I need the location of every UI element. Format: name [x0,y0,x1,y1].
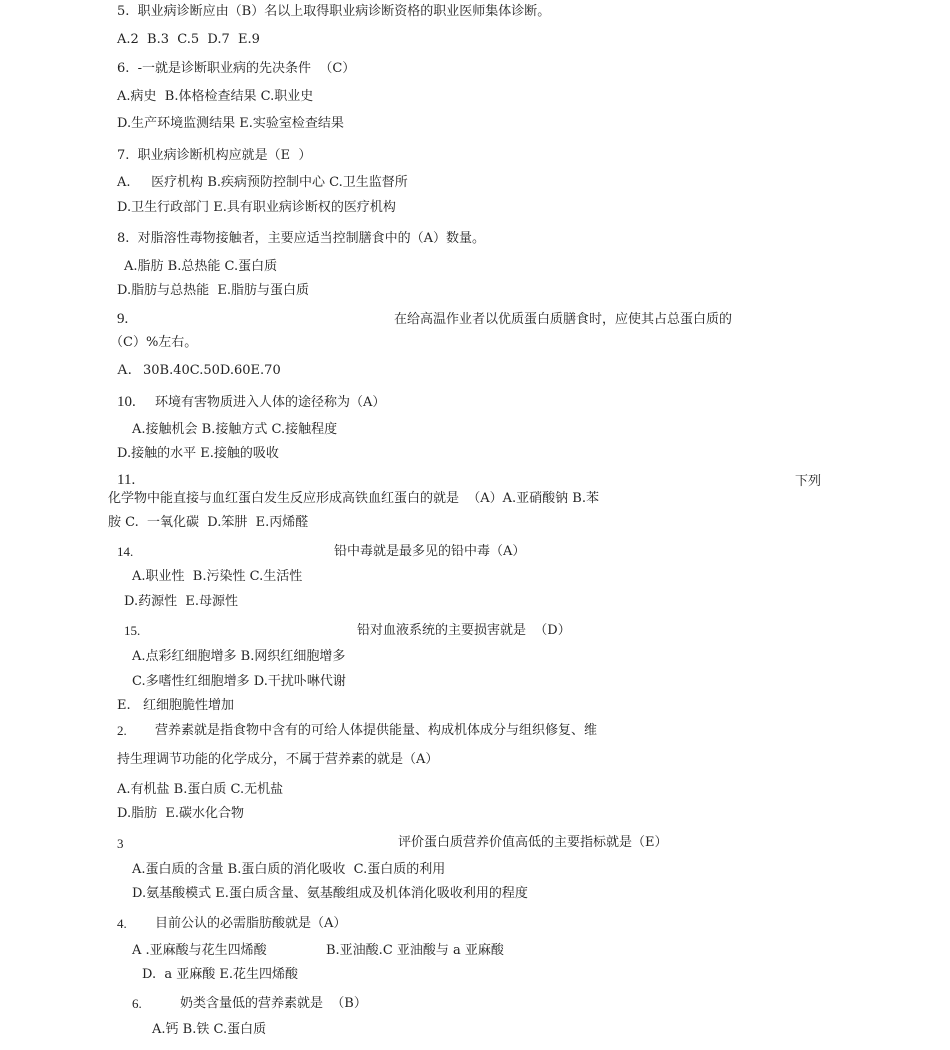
question-4-number: 4. [117,916,127,931]
question-15-options-2: C.多嗜性红细胞增多 D.干扰卟啉代谢 [132,674,346,689]
question-6b-options: A.钙 B.铁 C.蛋白质 [152,1022,267,1037]
question-10-options-1: A.接触机会 B.接触方式 C.接触程度 [132,422,338,437]
question-7-options-1: A. 医疗机构 B.疾病预防控制中心 C.卫生监督所 [117,175,408,190]
question-9-number: 9. [117,311,129,327]
question-9-options: 30B.40C.50D.60E.70 [143,363,281,378]
question-11-number: 11. [117,472,136,488]
question-15-options-1: A.点彩红细胞增多 B.网织红细胞增多 [132,649,346,664]
question-11-text-start: 下列 [795,474,822,489]
question-2-text-cont: 持生理调节功能的化学成分，不属于营养素的就是（A） [117,752,439,767]
question-7-options-2: D.卫生行政部门 E.具有职业病诊断权的医疗机构 [117,200,396,215]
question-5: 5. 职业病诊断应由（B）名以上取得职业病诊断资格的职业医师集体诊断。 [117,4,551,19]
question-14-number: 14. [117,544,134,559]
question-2-options-1: A.有机盐 B.蛋白质 C.无机盐 [117,782,284,797]
question-8-options-2: D.脂肪与总热能 E.脂肪与蛋白质 [117,283,309,298]
question-3-options-2: D.氨基酸模式 E.蛋白质含量、氨基酸组成及机体消化吸收利用的程度 [132,886,528,901]
question-11-text: 化学物中能直接与血红蛋白发生反应形成高铁血红蛋白的就是 （A）A.亚硝酸钠 B.苯 [108,491,599,506]
question-9-text: 在给高温作业者以优质蛋白质膳食时，应使其占总蛋白质的 [394,312,733,327]
question-6-options-2: D.生产环境监测结果 E.实验室检查结果 [117,116,344,131]
question-6-options-1: A.病史 B.体格检查结果 C.职业史 [117,89,314,104]
question-4-option-a: A .亚麻酸与花生四烯酸 [132,943,267,958]
question-11-text-cont: 胺 C. 一氧化碳 D.笨肼 E.丙烯醛 [108,515,309,530]
question-6: 6. -一就是诊断职业病的先决条件 （C） [117,61,356,76]
question-15-text: 铅对血液系统的主要损害就是 （D） [357,623,571,638]
question-5-options: A.2 B.3 C.5 D.7 E.9 [117,32,260,47]
question-7: 7. 职业病诊断机构应就是（E ） [117,148,312,163]
question-14-options-2: D.药源性 E.母源性 [124,594,238,609]
question-3-number: 3 [117,836,124,851]
question-8: 8. 对脂溶性毒物接触者，主要应适当控制膳食中的（A）数量。 [117,231,486,246]
question-10-text: 环境有害物质进入人体的途径称为（A） [155,395,386,410]
question-9-option-a: A. [117,362,132,378]
question-8-options-1: A.脂肪 B.总热能 C.蛋白质 [124,259,278,274]
question-14-text: 铅中毒就是最多见的铅中毒（A） [334,544,526,559]
question-10-number: 10. [117,394,136,410]
question-4-text: 目前公认的必需脂肪酸就是（A） [155,916,347,931]
question-2-text: 营养素就是指食物中含有的可给人体提供能量、构成机体成分与组织修复、维 [155,723,598,738]
question-15-number: 15. [124,623,141,638]
question-9-text-cont: （C）%左右。 [110,335,198,350]
question-2-number: 2. [117,723,127,738]
question-4-options-bc: B.亚油酸.C 亚油酸与 a 亚麻酸 [326,943,504,958]
question-14-options-1: A.职业性 B.污染性 C.生活性 [132,569,303,584]
question-6b-number: 6. [132,996,142,1011]
question-15-options-3: E. 红细胞脆性增加 [117,698,235,713]
question-3-options-1: A.蛋白质的含量 B.蛋白质的消化吸收 C.蛋白质的利用 [132,862,446,877]
question-2-options-2: D.脂肪 E.碳水化合物 [117,806,244,821]
question-3-text: 评价蛋白质营养价值高低的主要指标就是（E） [398,835,668,850]
question-10-options-2: D.接触的水平 E.接触的吸收 [117,446,279,461]
question-6b-text: 奶类含量低的营养素就是 （B） [180,996,367,1011]
question-4-options-de: D. a 亚麻酸 E.花生四烯酸 [142,967,298,982]
